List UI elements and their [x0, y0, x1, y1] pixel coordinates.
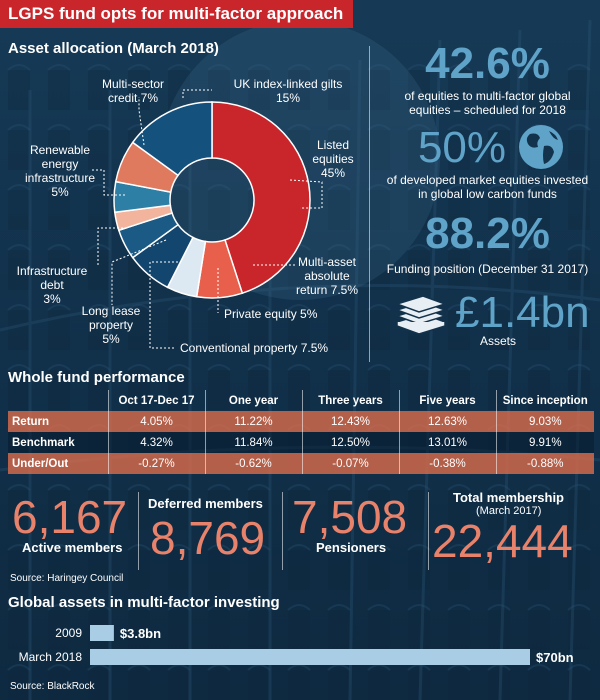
bar-category-label: 2009 — [55, 626, 82, 640]
label-infra-debt-line2: debt — [40, 278, 64, 292]
stat-multi-factor-desc — [375, 89, 600, 117]
label-long-lease-line1: Long lease — [81, 304, 141, 318]
active-members-number: 6,167 — [12, 491, 128, 543]
table-cell: Under/Out — [8, 453, 108, 474]
stat-funding-position: 88.2% — [425, 209, 550, 258]
table-cell: 13.01% — [399, 432, 496, 453]
label-infra-debt-line3: 3% — [43, 292, 61, 306]
label-long-lease-line3: 5% — [102, 332, 120, 346]
stat-0-desc-line1: of equities to multi-factor global — [404, 89, 571, 103]
stat-1-desc-line2: in global low carbon funds — [418, 187, 557, 201]
stat-0-desc-line2: equities – scheduled for 2018 — [409, 103, 566, 117]
table-cell: Return — [8, 411, 108, 432]
table-cell: 12.43% — [302, 411, 399, 432]
table-cell: Benchmark — [8, 432, 108, 453]
pensioners-label: Pensioners — [316, 540, 387, 555]
label-conventional-property: Conventional property 7.5% — [180, 341, 329, 355]
label-listed-equities — [294, 138, 372, 180]
money-stack-icon — [393, 292, 449, 338]
global-assets-bar-chart — [0, 615, 600, 675]
table-row-under-out — [8, 453, 594, 474]
table-cell: -0.62% — [205, 453, 302, 474]
label-renewable — [10, 143, 110, 199]
table-row-return — [8, 411, 594, 432]
table-cell: -0.88% — [496, 453, 594, 474]
label-multi-sector — [63, 77, 203, 105]
table-header-cell: Oct 17-Dec 17 — [108, 390, 205, 411]
label-uk-gilts — [218, 77, 358, 105]
label-infra-debt-line1: Infrastructure — [16, 264, 88, 278]
performance-table — [8, 390, 594, 474]
stat-multi-factor-share: 42.6% — [425, 39, 550, 88]
membership-source: Source: Haringey Council — [10, 573, 124, 584]
allocation-heading: Asset allocation (March 2018) — [8, 40, 219, 57]
label-long-lease-line2: property — [88, 318, 134, 332]
table-cell: 4.32% — [108, 432, 205, 453]
label-multi-sector-line1: Multi-sector — [101, 77, 164, 91]
table-header-cell: Five years — [399, 390, 496, 411]
bar-value-label: $3.8bn — [119, 626, 162, 641]
label-renewable-line1: Renewable — [29, 143, 91, 157]
label-listed-line3: 45% — [320, 166, 346, 180]
table-cell: -0.07% — [302, 453, 399, 474]
table-cell: -0.27% — [108, 453, 205, 474]
label-multi-asset-line1: Multi-asset — [297, 255, 356, 269]
membership-divider-3 — [428, 492, 429, 570]
pensioners-number: 7,508 — [292, 491, 408, 543]
globe-icon — [516, 122, 566, 172]
label-renewable-line2: energy — [41, 157, 79, 171]
table-cell: 12.63% — [399, 411, 496, 432]
stat-low-carbon-desc — [375, 173, 600, 201]
table-header-cell — [8, 390, 108, 411]
label-infrastructure-debt — [0, 264, 104, 306]
label-uk-gilts-line2: 15% — [275, 91, 301, 105]
label-multi-asset-line2: absolute — [304, 269, 350, 283]
performance-heading: Whole fund performance — [8, 369, 185, 386]
total-membership-label: Total membership — [453, 490, 565, 505]
stat-assets-desc: Assets — [479, 334, 516, 348]
column-divider — [369, 46, 370, 362]
table-cell: 12.50% — [302, 432, 399, 453]
table-header-cell: Three years — [302, 390, 399, 411]
deferred-members-label: Deferred members — [148, 496, 263, 511]
total-membership-date: (March 2017) — [476, 505, 542, 517]
table-cell: 4.05% — [108, 411, 205, 432]
table-row-benchmark — [8, 432, 594, 453]
active-members-label: Active members — [22, 540, 123, 555]
label-listed-line2: equities — [312, 152, 354, 166]
global-assets-heading: Global assets in multi-factor investing — [8, 594, 280, 611]
label-renewable-line4: 5% — [51, 185, 69, 199]
label-listed-line1: Listed — [316, 138, 350, 152]
table-header-cell: Since inception — [502, 394, 588, 407]
table-header-row — [8, 390, 594, 411]
label-long-lease — [64, 304, 158, 346]
deferred-members-number: 8,769 — [150, 512, 266, 564]
page-title: LGPS fund opts for multi-factor approach — [0, 0, 353, 28]
label-uk-gilts-line1: UK index-linked gilts — [233, 77, 343, 91]
label-multi-asset-line3: return 7.5% — [295, 283, 359, 297]
donut-slices — [114, 102, 310, 298]
global-assets-source: Source: BlackRock — [10, 681, 95, 692]
bar-march-2018 — [90, 649, 530, 665]
stat-1-desc-line1: of developed market equities invested — [386, 173, 589, 187]
label-renewable-line3: infrastructure — [24, 171, 96, 185]
label-multi-sector-line2: credit 7% — [107, 91, 159, 105]
membership-divider-2 — [282, 492, 283, 570]
table-cell: 9.91% — [496, 432, 594, 453]
table-cell: 9.03% — [496, 411, 594, 432]
stat-assets: £1.4bn — [455, 288, 590, 337]
table-cell: 11.22% — [205, 411, 302, 432]
table-header-cell: One year — [205, 390, 302, 411]
label-private-equity: Private equity 5% — [224, 307, 318, 321]
total-membership-number: 22,444 — [432, 515, 573, 567]
stat-low-carbon-share: 50% — [417, 123, 507, 172]
membership-divider-1 — [138, 492, 139, 570]
table-cell: 11.84% — [205, 432, 302, 453]
table-cell: -0.38% — [399, 453, 496, 474]
bar-value-label: $70bn — [536, 650, 574, 665]
stat-funding-desc: Funding position (December 31 2017) — [386, 262, 589, 276]
bar-category-label: March 2018 — [18, 650, 82, 664]
bar-2009 — [90, 625, 114, 641]
label-multi-asset — [286, 255, 368, 297]
